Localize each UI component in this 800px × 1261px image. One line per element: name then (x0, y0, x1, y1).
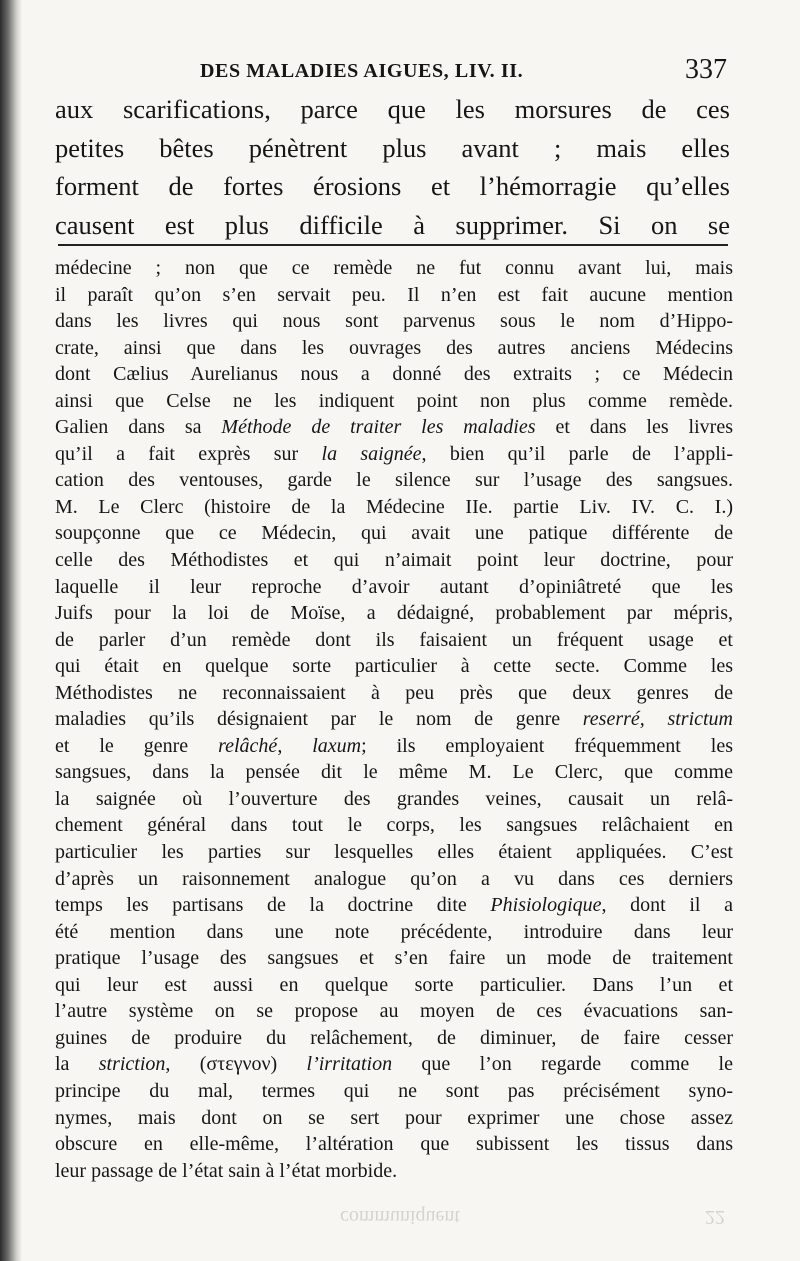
latin-term-italic: laxum (312, 734, 362, 757)
running-head: DES MALADIES AIGUES, LIV. II. (200, 60, 524, 82)
footnote-line: la saignée où l’ouverture des grandes veines, causait un relâ- (55, 787, 733, 810)
book-title-italic: la saignée (321, 442, 422, 465)
footnote-line: l’autre système on se propose au moyen de ces évacuations san- (55, 1000, 733, 1023)
footnote-line (55, 414, 733, 441)
footnote-line (55, 441, 733, 468)
footnote-text: et dans les livres (535, 416, 733, 439)
footnote-text: , bien qu’il parle de l’appli- (421, 442, 733, 465)
footnote-line: pratique l’usage des sangsues et s’en faire un mode de traitement (55, 947, 733, 970)
footnote-line: Juifs pour la loi de Moïse, a dédaigné, probablement par mépris, (55, 602, 733, 625)
bleed-through-word: communiquent (340, 1206, 460, 1228)
footnote-line: particulier les parties sur lesquelles elles étaient appliquées. C’est (55, 841, 733, 864)
footnote-text: temps les partisans de la doctrine dite (55, 894, 491, 917)
footnote-line: soupçonne que ce Médecin, qui avait une patique différente de (55, 522, 733, 545)
footnote-text: , (277, 734, 313, 757)
footnote-line: leur passage de l’état sain à l’état morbide. (55, 1159, 398, 1182)
footnote-rule (58, 244, 728, 246)
bleed-through-signature: 22 (704, 1206, 725, 1228)
footnote-text: la (55, 1053, 99, 1076)
main-text (55, 90, 730, 244)
term-italic: l’irritation (306, 1053, 393, 1076)
footnote-line: laquelle il leur reproche d’avoir autant d’opiniâtreté que les (55, 575, 733, 598)
footnote-text: Galien dans sa (55, 416, 222, 439)
footnote-line: d’après un raisonnement analogue qu’on a vu dans ces derniers (55, 867, 733, 890)
footnote-text: qu’il a fait exprès sur (55, 442, 322, 465)
term-italic: striction (98, 1053, 166, 1076)
footnote-line: qui était en quelque sorte particulier à cette secte. Comme les (55, 655, 733, 678)
main-text-line: petites bêtes pénètrent plus avant ; mais elles (55, 132, 730, 163)
footnote-line: celle des Méthodistes et qui n’aimait point leur doctrine, pour (55, 549, 733, 572)
footnote-line: crate, ainsi que dans les ouvrages des autres anciens Médecins (55, 336, 733, 359)
footnote-line: ainsi que Celse ne les indiquent point non plus comme remède. (55, 389, 733, 412)
footnote-line: de parler d’un remède dont ils faisaient un fréquent usage et (55, 628, 733, 651)
main-text-line: forment de fortes érosions et l’hémorragie qu’elles (55, 171, 730, 201)
footnote-text: ; ils employaient fréquemment les (361, 734, 734, 757)
main-text-line: causent est plus difficile à supprimer. Si on se (55, 209, 730, 240)
footnote-line: Méthodistes ne reconnaissaient à peu près que deux genres de (55, 681, 733, 704)
footnote-line: principe du mal, termes qui ne sont pas précisément syno- (55, 1079, 733, 1102)
footnote-line: dans les livres qui nous sont parvenus sous le nom d’Hippo- (55, 310, 733, 333)
footnote-line: il paraît qu’on s’en servait peu. Il n’en est fait aucune mention (55, 283, 733, 306)
book-title-italic: Méthode de traiter les maladies (221, 416, 536, 439)
bleed-through-text (40, 1205, 760, 1228)
binding-shadow (0, 0, 22, 1261)
footnote-line: qui leur est aussi en quelque sorte particulier. Dans l’un et (55, 973, 733, 996)
footnote (55, 255, 733, 1184)
footnote-line (55, 706, 733, 733)
page-header (200, 54, 760, 94)
footnote-text: et le genre (55, 734, 219, 757)
footnote-line: nymes, mais dont on se sert pour exprimer une chose assez (55, 1106, 733, 1129)
footnote-line: cation des ventouses, garde le silence sur l’usage des sangsues. (55, 469, 733, 492)
footnote-line: obscure en elle-même, l’altération que subissent les tissus dans (55, 1133, 733, 1156)
footnote-line: chement général dans tout le corps, les sangsues relâchaient en (55, 814, 733, 837)
footnote-line: guines de produire du relâchement, de diminuer, de faire cesser (55, 1026, 733, 1049)
footnote-line: dont Cælius Aurelianus nous a donné des extraits ; ce Médecin (55, 363, 733, 386)
footnote-line (55, 1051, 733, 1078)
term-italic: Phisiologique (490, 894, 602, 917)
latin-term-italic: reserré, strictum (582, 708, 733, 731)
footnote-line (55, 892, 733, 919)
footnote-line: M. Le Clerc (histoire de la Médecine IIe. partie Liv. IV. C. I.) (55, 495, 733, 518)
term-italic: relâché (218, 734, 278, 757)
footnote-text: maladies qu’ils désignaient par le nom de genre (55, 708, 583, 731)
main-text-line: aux scarifications, parce que les morsures de ces (55, 94, 730, 124)
footnote-line: médecine ; non que ce remède ne fut connu avant lui, mais (55, 257, 733, 279)
footnote-line: été mention dans une note précédente, introduire dans leur (55, 920, 733, 943)
footnote-line (55, 733, 733, 760)
greek-term: , (στεγνον) (165, 1053, 307, 1076)
page-number: 337 (685, 54, 727, 85)
footnote-line: sangsues, dans la pensée dit le même M. Le Clerc, que comme (55, 761, 733, 784)
footnote-text: que l’on regarde comme le (392, 1053, 733, 1076)
footnote-text: , dont il a (601, 894, 734, 917)
